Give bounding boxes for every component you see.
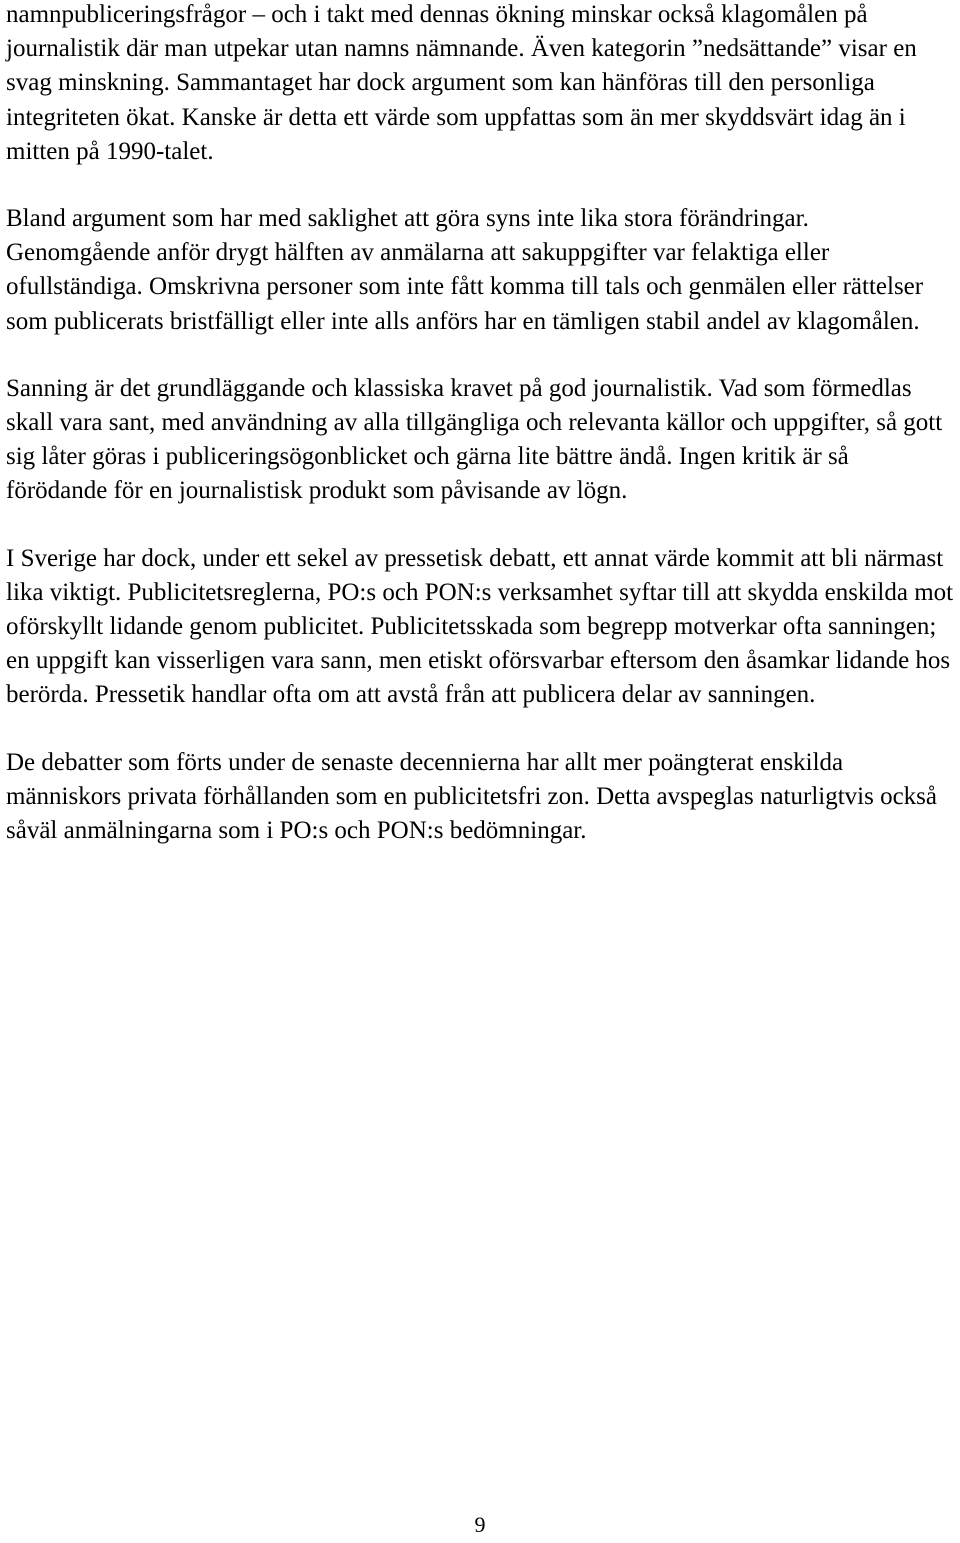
paragraph-1: namnpubliceringsfrågor – och i takt med dennas ökning minskar också klagomålen på journalistik där man utpekar utan namns nämnande. Även kategorin ”nedsättande” visar en svag minskning. Sammantaget har dock argument som kan hänföras till den personliga integriteten ökat. Kanske är detta ett värde som uppfattas som än mer skyddsvärt idag än i mitten på 1990-talet. [6,1,917,165]
paragraph-5: De debatter som förts under de senaste decennierna har allt mer poängterat enskilda människors privata förhållanden som en publicitetsfri zon. Detta avspeglas naturligtvis också såväl anmälningarna som i PO:s och PON:s bedömningar. [6,748,938,845]
paragraph-3: Sanning är det grundläggande och klassiska kravet på god journalistik. Vad som förmedlas skall vara sant, med användning av alla tillgängliga och relevanta källor och uppgifter, så gott sig låter göras i publiceringsögonblicket och gärna lite bättre ändå. Ingen kritik är så förödande för en journalistisk produkt som påvisande av lögn. [6,374,943,505]
document-body [6,0,954,881]
paragraph-4: I Sverige har dock, under ett sekel av pressetisk debatt, ett annat värde kommit att bli närmast lika viktigt. Publicitetsreglerna, PO:s och PON:s verksamhet syftar till att skydda enskilda mot oförskyllt lidande genom publicitet. Publicitetsskada som begrepp motverkar ofta sanningen; en uppgift kan visserligen vara sann, men etiskt oförsvarbar eftersom den åsamkar lidande hos berörda. Pressetik handlar ofta om att avstå från att publicera delar av sanningen. [6,544,954,709]
paragraph-2: Bland argument som har med saklighet att göra syns inte lika stora förändringar. Genomgående anför drygt hälften av anmälarna att sakuppgifter var felaktiga eller ofullständiga. Omskrivna personer som inte fått komma till tals och genmälen eller rättelser som publicerats bristfälligt eller inte alls anförs har en tämligen stabil andel av klagomålen. [6,205,924,335]
page-number: 9 [474,1512,486,1537]
